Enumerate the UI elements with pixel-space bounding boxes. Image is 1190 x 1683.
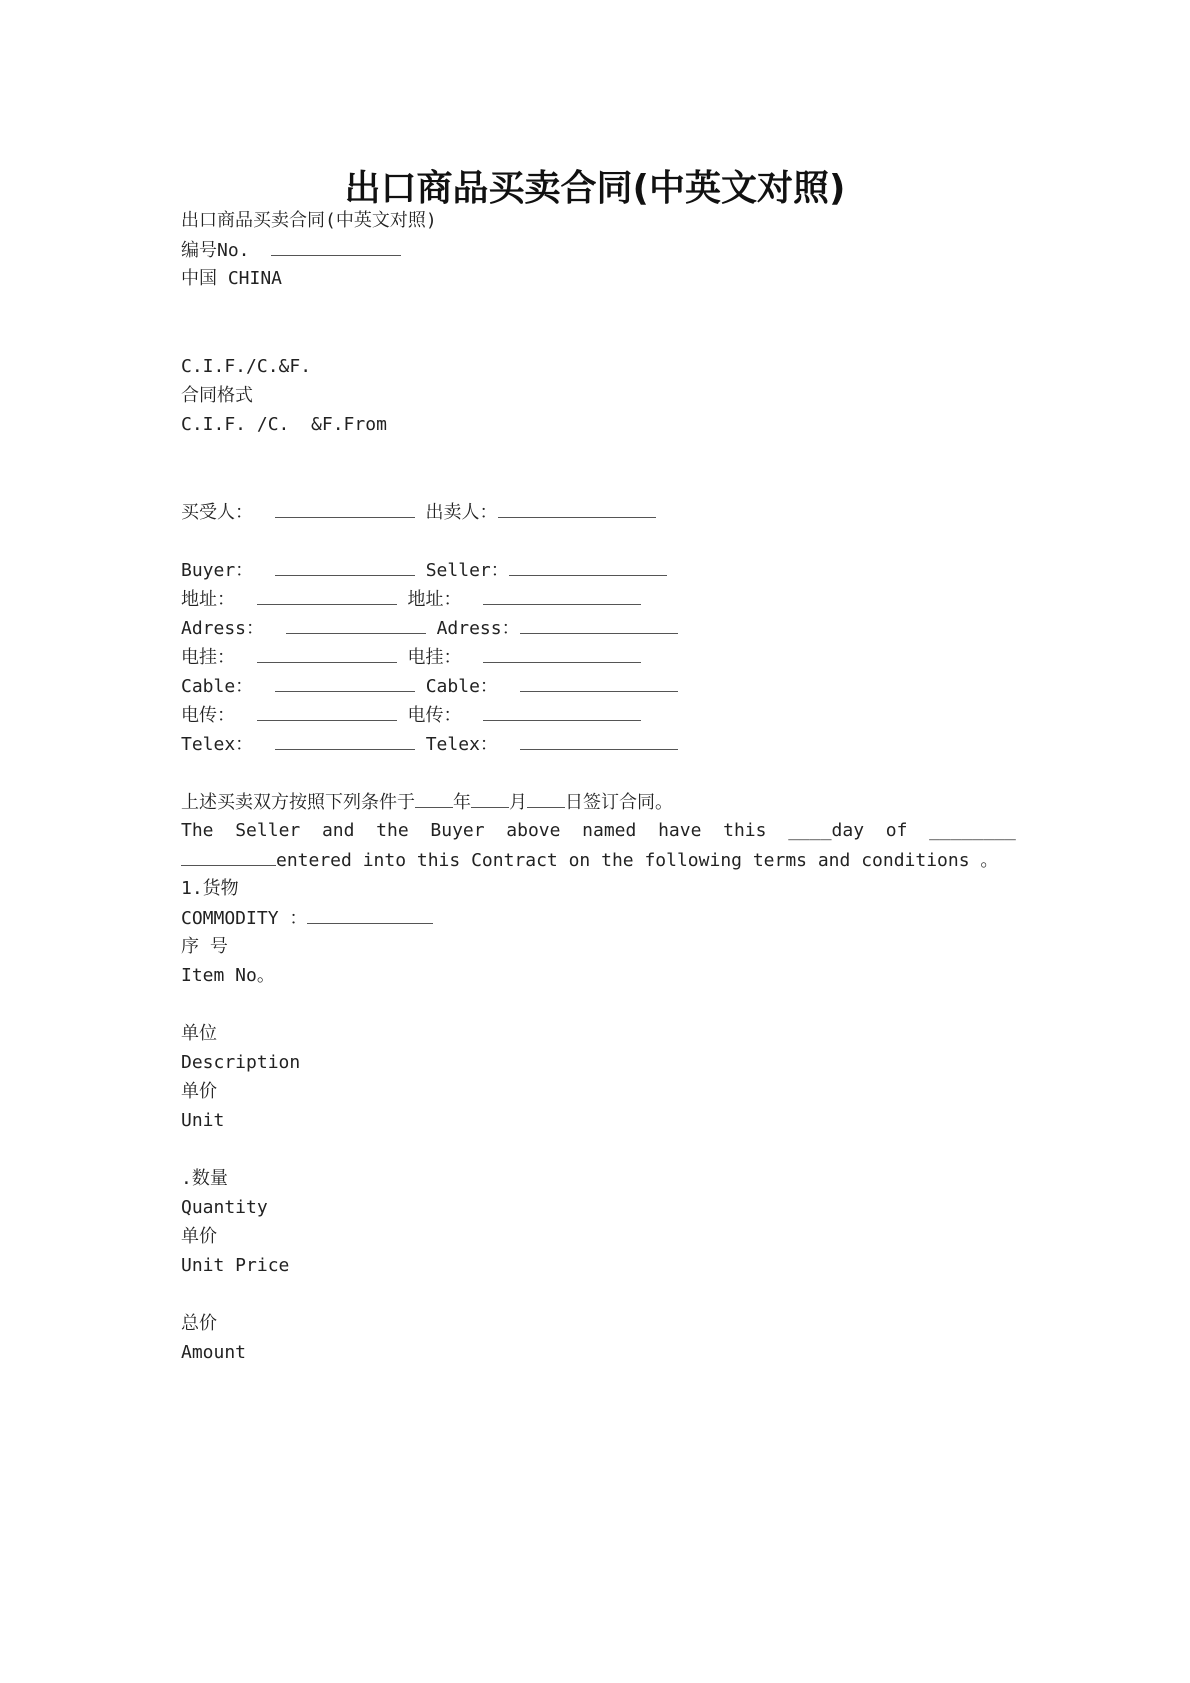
buyer-cable-en-label: Cable： <box>181 676 254 697</box>
word: named <box>582 820 637 841</box>
commodity-label: COMMODITY ： <box>181 908 308 929</box>
agreement-en-line-1 <box>181 818 1016 844</box>
unit-price-cn-1: 单价 <box>181 1081 217 1102</box>
seller-telex-en-blank[interactable] <box>520 731 678 750</box>
unit-cn: 单位 <box>181 1023 217 1044</box>
seller-address-en-blank[interactable] <box>520 615 678 634</box>
year-blank[interactable] <box>415 789 453 808</box>
word: this <box>723 820 767 841</box>
buyer-address-cn-label: 地址： <box>181 589 235 610</box>
agreement-cn <box>181 789 673 816</box>
quantity-en: Quantity <box>181 1197 268 1218</box>
seller-cable-cn-blank[interactable] <box>483 644 641 663</box>
word: Buyer <box>430 820 485 841</box>
seller-cn-label: 出卖人： <box>425 502 498 523</box>
cable-cn-row <box>181 644 641 671</box>
commodity-row <box>181 905 433 932</box>
terms-line-2: C.I.F. /C. &F.From <box>181 414 387 435</box>
amount-en: Amount <box>181 1342 247 1363</box>
buyer-cable-cn-label: 电挂： <box>181 647 235 668</box>
seller-address-en-label: Adress： <box>436 618 520 639</box>
section-1-heading: 1.货物 <box>181 878 239 899</box>
seller-telex-en-label: Telex： <box>425 734 498 755</box>
contract-format-label: 合同格式 <box>181 385 253 406</box>
month-year-field[interactable]: ________ <box>929 820 1016 841</box>
buyer-telex-en-label: Telex： <box>181 734 254 755</box>
date-blank[interactable] <box>181 847 276 866</box>
agreement-en-text: entered into this Contract on the following terms and conditions 。 <box>276 850 999 871</box>
seller-address-cn-blank[interactable] <box>483 586 641 605</box>
agreement-cn-text: 上述买卖双方按照下列条件于 <box>181 792 415 813</box>
buyer-telex-en-blank[interactable] <box>275 731 415 750</box>
month-blank[interactable] <box>471 789 509 808</box>
buyer-en-label: Buyer： <box>181 560 254 581</box>
terms-line-1: C.I.F./C.&F. <box>181 356 312 377</box>
buyer-cn-blank[interactable] <box>275 499 415 518</box>
buyer-telex-cn-blank[interactable] <box>257 702 397 721</box>
seller-address-cn-label: 地址： <box>407 589 462 610</box>
seller-en-blank[interactable] <box>509 557 667 576</box>
item-no-en: Item No。 <box>181 965 275 986</box>
number-label: 编号No. <box>181 240 250 261</box>
day-blank[interactable] <box>527 789 565 808</box>
unit-price-cn-2: 单价 <box>181 1226 217 1247</box>
parties-en-row <box>181 557 667 584</box>
cable-en-row <box>181 673 678 700</box>
buyer-address-en-blank[interactable] <box>286 615 426 634</box>
parties-cn-row <box>181 499 656 526</box>
description-en: Description <box>181 1052 301 1073</box>
address-cn-row <box>181 586 641 613</box>
word: have <box>658 820 702 841</box>
day-field[interactable]: ____day <box>788 820 865 841</box>
seller-telex-cn-label: 电传： <box>407 705 462 726</box>
country: 中国 CHINA <box>181 268 283 289</box>
unit-price-en: Unit Price <box>181 1255 290 1276</box>
quantity-cn: .数量 <box>181 1168 228 1189</box>
number-blank[interactable] <box>271 237 401 256</box>
word: and <box>321 820 355 841</box>
word: Seller <box>235 820 301 841</box>
day-label: 日签订合同。 <box>565 792 673 813</box>
buyer-address-cn-blank[interactable] <box>257 586 397 605</box>
month-label: 月 <box>509 792 527 813</box>
buyer-cable-en-blank[interactable] <box>275 673 415 692</box>
telex-en-row <box>181 731 678 758</box>
buyer-cn-label: 买受人： <box>181 502 253 523</box>
buyer-address-en-label: Adress： <box>181 618 265 639</box>
seller-en-label: Seller： <box>425 560 509 581</box>
seller-cable-en-label: Cable： <box>425 676 498 697</box>
item-no-cn: 序 号 <box>181 936 228 957</box>
word: above <box>506 820 561 841</box>
buyer-en-blank[interactable] <box>275 557 415 576</box>
seller-cn-blank[interactable] <box>498 499 656 518</box>
agreement-en-line-2 <box>181 847 998 874</box>
document-title: 出口商品买卖合同(中英文对照) <box>344 168 846 209</box>
buyer-telex-cn-label: 电传： <box>181 705 235 726</box>
unit-en: Unit <box>181 1110 225 1131</box>
year-label: 年 <box>453 792 471 813</box>
word: The <box>181 820 214 841</box>
seller-cable-en-blank[interactable] <box>520 673 678 692</box>
document-subtitle: 出口商品买卖合同(中英文对照) <box>181 210 437 231</box>
seller-cable-cn-label: 电挂： <box>407 647 462 668</box>
telex-cn-row <box>181 702 641 729</box>
amount-cn: 总价 <box>181 1313 217 1334</box>
address-en-row <box>181 615 678 642</box>
commodity-blank[interactable] <box>307 905 433 924</box>
contract-number-row <box>181 237 401 264</box>
seller-telex-cn-blank[interactable] <box>483 702 641 721</box>
buyer-cable-cn-blank[interactable] <box>257 644 397 663</box>
word: of <box>885 820 908 841</box>
word: the <box>376 820 409 841</box>
